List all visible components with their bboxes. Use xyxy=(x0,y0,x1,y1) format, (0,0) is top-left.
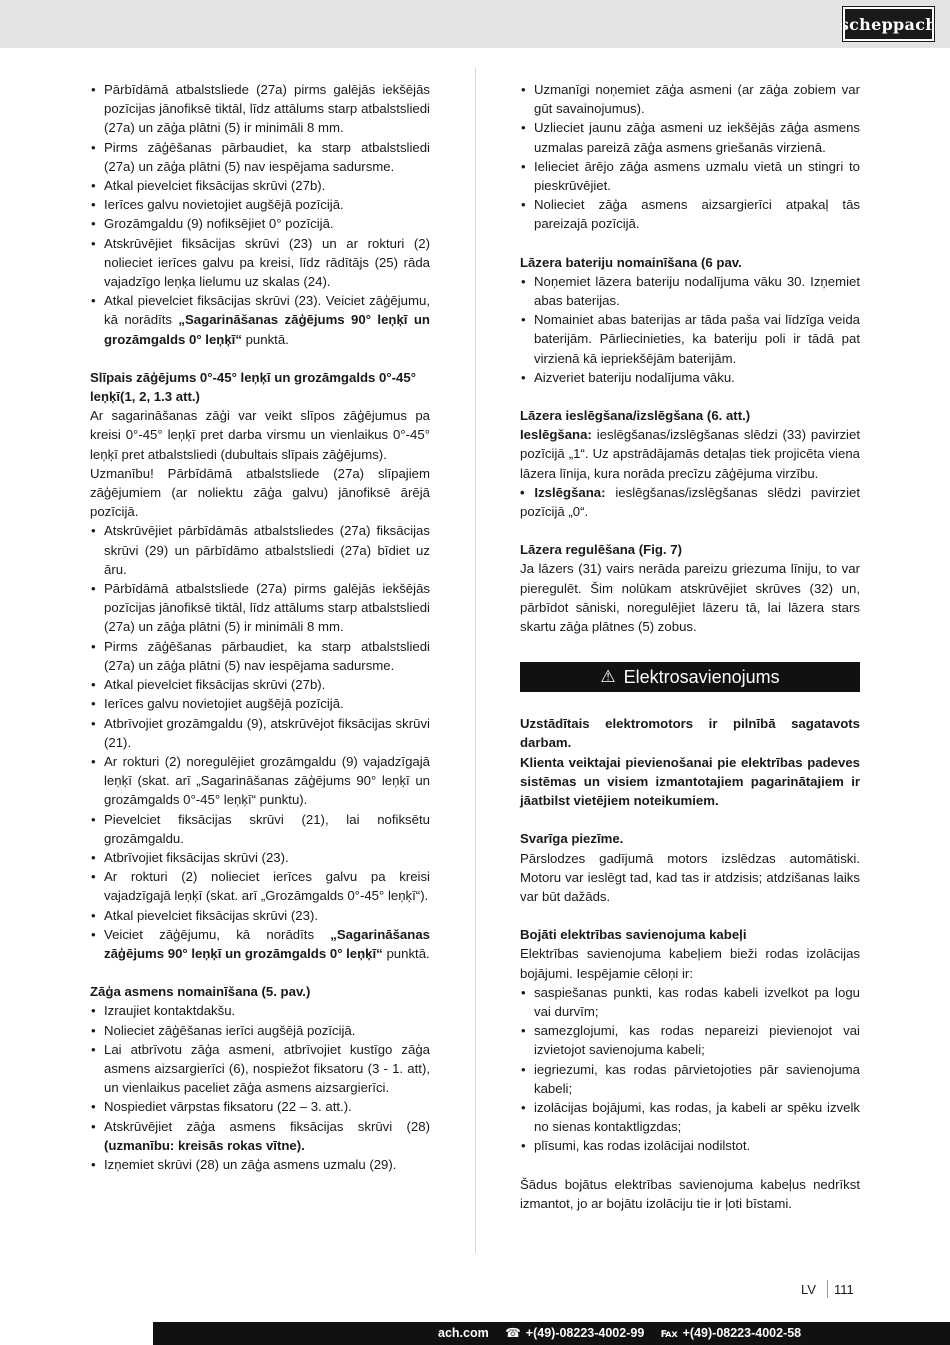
paragraph: Elektrības savienojuma kabeļiem bieži rodas izolācijas bojājumi. Iespējamie cēloņi ir: xyxy=(520,946,860,981)
brand-logo: scheppach xyxy=(843,7,934,41)
paragraph: Pārslodzes gadījumā motors izslēdzas automātiski. Motoru var ieslēgt tad, kad tas ir atdzisis; atdzišanas laiks var būt dažāds. xyxy=(520,850,860,904)
list-item: • Atkal pievelciet fiksācijas skrūvi (23). xyxy=(90,906,430,925)
list-item: • Atskrūvējiet pārbīdāmās atbalstsliedes (27a) fiksācijas skrūvi (29) un pārbīdāmo atbalstsliedi (27a) bīdiet uz āru. xyxy=(90,521,430,579)
list-item: • Pārbīdāmā atbalstsliede (27a) pirms galējās iekšējās pozīcijas jānofiksē tiktāl, līdz attālums starp atbalstsliedi (27a) un zāģa plātni (5) ir minimāli 8 mm. xyxy=(90,579,430,637)
paragraph: Uzmanību! Pārbīdāmā atbalstsliede (27a) slīpajiem zāģējumiem (ar noliektu zāģa galvu) jānofiksē ārējā pozīcijā. xyxy=(90,465,430,520)
list-item: • Ierīces galvu novietojiet augšējā pozīcijā. xyxy=(90,195,430,214)
list-item: • plīsumi, kas rodas izolācijai nodilstot. xyxy=(520,1136,860,1155)
section-heading-blade-change: Zāģa asmens nomainīšana (5. pav.) xyxy=(90,984,311,1000)
section-heading-laser-switch: Lāzera ieslēgšana/izslēgšana (6. att.) xyxy=(520,408,751,424)
paragraph: Šādus bojātus elektrības savienojuma kabeļus nedrīkst izmantot, jo ar bojātu izolāciju tie ir ļoti bīstami. xyxy=(520,1176,860,1211)
reference-bold: „Sagarināšanas zāģējums 90° leņķī un grozāmgalds 0° leņķī“ xyxy=(104,312,430,347)
list-item: • Aizveriet bateriju nodalījuma vāku. xyxy=(520,368,860,387)
footer-blank xyxy=(0,1322,153,1345)
intro-list xyxy=(90,80,430,349)
language-code: LV xyxy=(801,1282,816,1297)
warning-icon: ⚠ xyxy=(600,667,616,687)
footer-bar xyxy=(0,1322,950,1345)
list-item: • Ielieciet ārējo zāģa asmens uzmalu vietā un stingri to pieskrūvējiet. xyxy=(520,157,860,195)
list-item: • Uzlieciet jaunu zāģa asmeni uz iekšējās zāģa asmens uzmalas pareizā zāģa asmens griešanās virzienā. xyxy=(520,118,860,156)
cable-causes-list xyxy=(520,983,860,1156)
switch-on-label: Ieslēgšana: xyxy=(520,427,592,443)
section-heading-important-note: Svarīga piezīme. xyxy=(520,831,624,847)
blade-change-list xyxy=(90,1001,430,1174)
section-heading-damaged-cables: Bojāti elektrības savienojuma kabeļi xyxy=(520,927,747,943)
list-item: • Pārbīdāmā atbalstsliede (27a) pirms galējās iekšējās pozīcijas jānofiksē tiktāl, līdz attālums starp atbalstsliedi (27a) un zāģa plātni (5) ir minimāli 8 mm. xyxy=(90,80,430,138)
list-item: • Ierīces galvu novietojiet augšējā pozīcijā. xyxy=(90,694,430,713)
fax-icon: ℻ xyxy=(660,1326,678,1340)
bevel-steps-list xyxy=(90,521,430,963)
list-item: • Uzmanīgi noņemiet zāģa asmeni (ar zāģa zobiem var gūt savainojumus). xyxy=(520,80,860,118)
paragraph xyxy=(520,483,860,521)
paragraph: Uzstādītais elektromotors ir pilnībā sagatavots darbam. xyxy=(520,716,860,751)
battery-list xyxy=(520,272,860,387)
list-item: • izolācijas bojājumi, kas rodas, ja kabeli ar spēku izvelk no sienas kontaktligzdas; xyxy=(520,1098,860,1136)
paragraph: Ar sagarināšanas zāģi var veikt slīpos zāģējumus pa kreisi 0°-45° leņķī pret darba virsmu un vienlaikus 0°-45° leņķī pret atbalstsliedi (dubultais slīpais zāģējums). xyxy=(90,408,430,462)
section-banner-electrical xyxy=(520,662,860,692)
list-item-text: punktā. xyxy=(241,331,289,347)
right-column xyxy=(520,80,860,1213)
list-item-text: Atskrūvējiet zāģa asmens fiksācijas skrūvi (28) xyxy=(104,1118,430,1134)
list-item: • Atbrīvojiet fiksācijas skrūvi (23). xyxy=(90,848,430,867)
list-item: • Nolieciet zāģēšanas ierīci augšējā pozīcijā. xyxy=(90,1021,430,1040)
list-item: • Izņemiet skrūvi (28) un zāģa asmens uzmalu (29). xyxy=(90,1155,430,1174)
phone-icon: ☎ xyxy=(505,1326,521,1340)
list-item: • Izraujiet kontaktdakšu. xyxy=(90,1001,430,1020)
list-item: • Pirms zāģēšanas pārbaudiet, ka starp atbalstsliedi (27a) un zāģa plātni (5) nav iespējama sadursme. xyxy=(90,637,430,675)
list-item: • Pirms zāģēšanas pārbaudiet, ka starp atbalstsliedi (27a) un zāģa plātni (5) nav iespējama sadursme. xyxy=(90,138,430,176)
list-item: • Atkal pievelciet fiksācijas skrūvi (27b). xyxy=(90,675,430,694)
banner-title: Elektrosavienojums xyxy=(623,667,780,688)
left-column xyxy=(90,80,430,1174)
footer-phone: +(49)-08223-4002-99 xyxy=(525,1326,645,1340)
warning-bold: (uzmanību: kreisās rokas vītne). xyxy=(104,1137,305,1153)
list-item: • Grozāmgaldu (9) nofiksējiet 0° pozīcijā. xyxy=(90,214,430,233)
blade-install-list xyxy=(520,80,860,234)
footer-fax: +(49)-08223-4002-58 xyxy=(682,1326,802,1340)
list-item: • Nolieciet zāģa asmens aizsargierīci atpakaļ tās pareizajā pozīcijā. xyxy=(520,195,860,233)
list-item-text: Atkal pievelciet fiksācijas skrūvi (23). Veiciet zāģējumu, kā norādīts xyxy=(104,293,430,328)
list-item: • Atskrūvējiet fiksācijas skrūvi (23) un ar rokturi (2) nolieciet ierīces galvu pa kreisi, līdz rādītājs (25) rāda vajadzīgo leņķa lielumu uz skalas (24). xyxy=(90,234,430,292)
list-item xyxy=(90,1117,430,1155)
section-heading-bevel-cut: Slīpais zāģējums 0°-45° leņķī un grozāmgalds 0°-45° leņķī(1, 2, 1.3 att.) xyxy=(90,369,416,405)
list-item: • Atbrīvojiet grozāmgaldu (9), atskrūvējot fiksācijas skrūvi (21). xyxy=(90,714,430,752)
list-item: • Lai atbrīvotu zāģa asmeni, atbrīvojiet kustīgo zāģa asmens aizsargierīci (6), nospiežot fiksatoru (3 - 1. att), un vienlaikus paceliet zāģa asmens aizsargierīci. xyxy=(90,1040,430,1098)
header-bar xyxy=(0,0,950,48)
switch-on-text: ieslēgšanas/izslēgšanas slēdzi (33) pavirziet pozīcijā „1“. Uz apstrādājamās detaļas tiek projicēta viena lāzera līnija, kura norāda precīzu zāģējuma virzību. xyxy=(520,427,860,481)
switch-off-label: • Izslēgšana: xyxy=(520,484,606,500)
list-item-text: Veiciet zāģējumu, kā norādīts xyxy=(104,926,331,942)
list-item: • Ar rokturi (2) nolieciet ierīces galvu pa kreisi vajadzīgajā leņķī (skat. arī „Grozāmgalds 0°-45° leņķī“). xyxy=(90,867,430,905)
footer-contact xyxy=(438,1322,806,1345)
list-item: • Noņemiet lāzera bateriju nodalījuma vāku 30. Izņemiet abas baterijas. xyxy=(520,272,860,310)
list-item xyxy=(90,291,430,349)
list-item: • iegriezumi, kas rodas pārvietojoties pār savienojuma kabeli; xyxy=(520,1060,860,1098)
list-item: • Nospiediet vārpstas fiksatoru (22 – 3. att.). xyxy=(90,1097,430,1116)
section-heading-laser-battery: Lāzera bateriju nomainīšana (6 pav. xyxy=(520,254,742,270)
switch-off-text: ieslēgšanas/izslēgšanas slēdzi pavirziet pozīcijā „0“. xyxy=(520,484,860,520)
list-item: • Nomainiet abas baterijas ar tāda paša vai līdzīga veida baterijām. Pārliecinieties, ka bateriju poli ir tādā pat virzienā kā iepriekšējām baterijām. xyxy=(520,310,860,368)
column-divider xyxy=(475,68,476,1253)
section-heading-laser-adjust: Lāzera regulēšana (Fig. 7) xyxy=(520,542,682,558)
paragraph: Ja lāzers (31) vairs nerāda pareizu griezuma līniju, to var pieregulēt. Šim nolūkam atskrūvējiet skrūves (32) un, pārbīdot sāniski, noregulējiet lāzeru tā, lai lāzera stars skartu zāģa plātnes (5) zobus. xyxy=(520,561,860,635)
list-item: • Atkal pievelciet fiksācijas skrūvi (27b). xyxy=(90,176,430,195)
list-item: • saspiešanas punkti, kas rodas kabeli izvelkot pa logu vai durvīm; xyxy=(520,983,860,1021)
reference-bold: „Sagarināšanas zāģējums 90° leņķī un grozāmgalds 0° leņķī“ xyxy=(104,926,430,961)
list-item-text: punktā. xyxy=(382,945,430,961)
page-number: 111 xyxy=(834,1282,854,1297)
paragraph xyxy=(520,425,860,483)
list-item: • Ar rokturi (2) noregulējiet grozāmgaldu (9) vajadzīgajā leņķī (skat. arī „Sagarināšanas zāģējums 90° leņķī un grozāmgalds 0°-45° leņķī“ punktu). xyxy=(90,752,430,810)
list-item: • Pievelciet fiksācijas skrūvi (21), lai nofiksētu grozāmgaldu. xyxy=(90,810,430,848)
paragraph: Klienta veiktajai pievienošanai pie elektrības padeves sistēmas un visiem izmantotajiem pagarinātajiem ir jāatbilst vietējiem noteikumiem. xyxy=(520,754,860,809)
page-number-divider xyxy=(827,1280,828,1298)
list-item: • samezglojumi, kas rodas nepareizi pievienojot vai izvietojot savienojuma kabeli; xyxy=(520,1021,860,1059)
list-item xyxy=(90,925,430,963)
footer-website: ach.com xyxy=(438,1326,489,1340)
